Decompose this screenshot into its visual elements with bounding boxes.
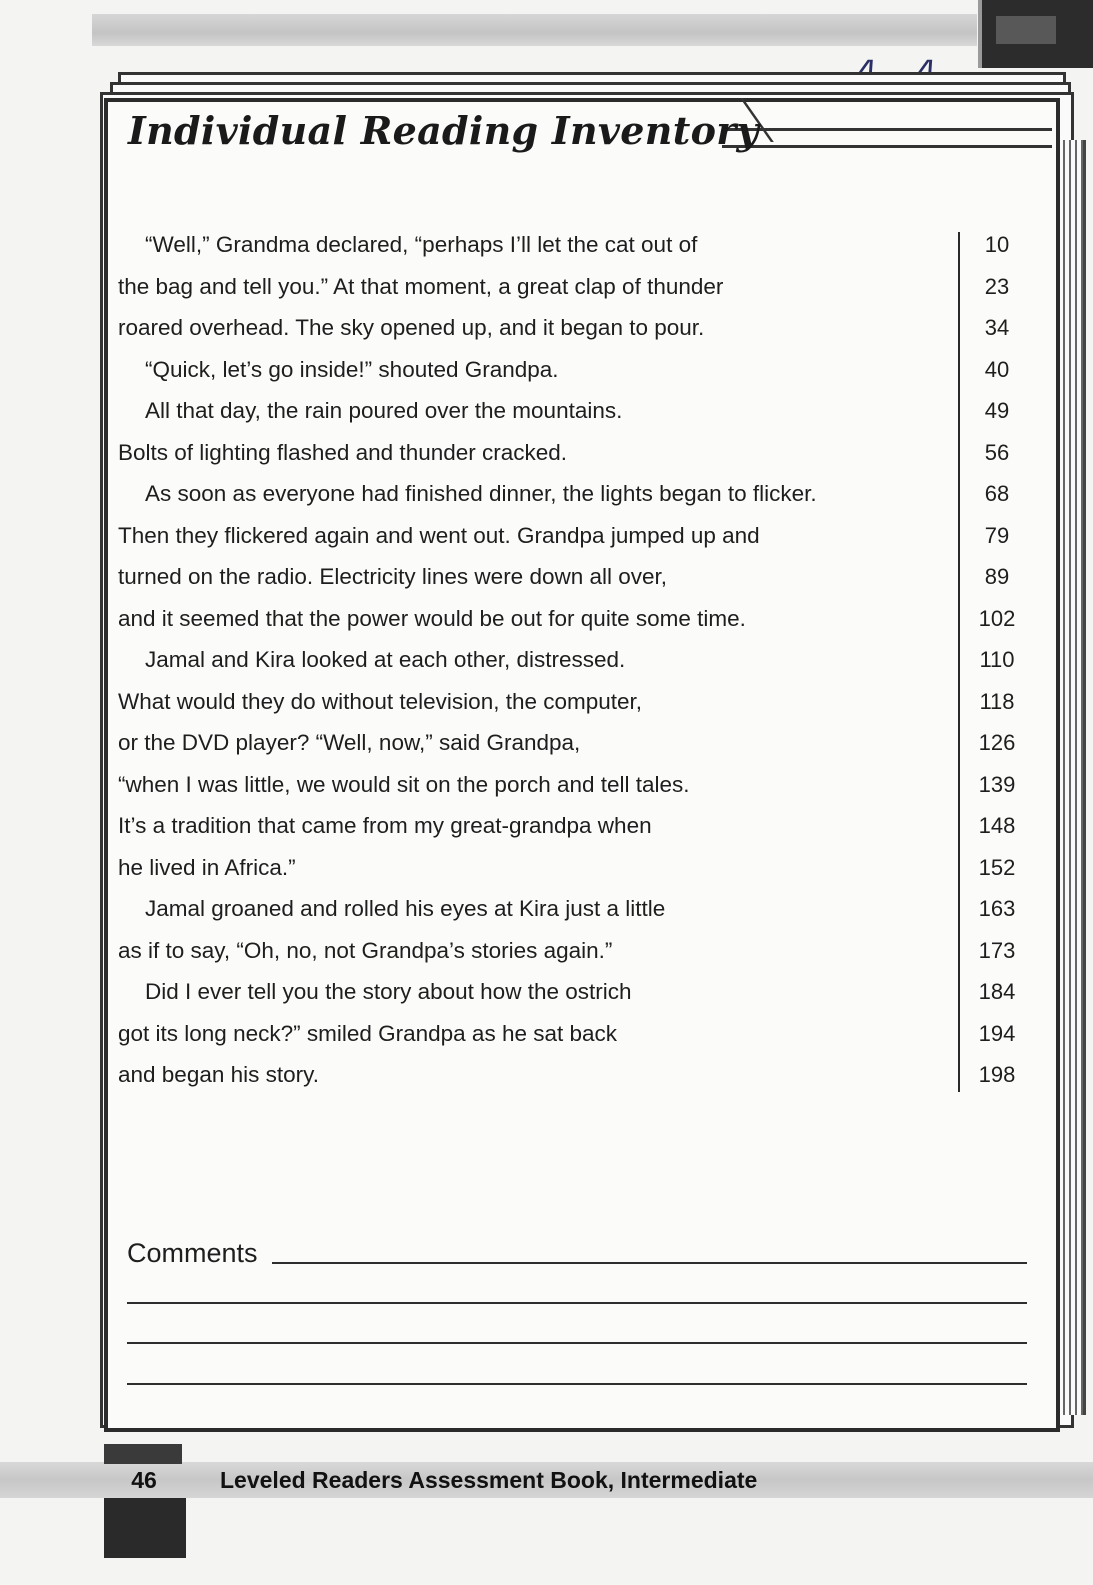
word-count: 10 bbox=[984, 232, 1010, 257]
passage-line: What would they do without television, the computer, bbox=[118, 689, 643, 714]
word-count: 126 bbox=[978, 730, 1016, 755]
passage-line: As soon as everyone had finished dinner, the lights began to flicker. bbox=[145, 481, 817, 506]
comment-line[interactable] bbox=[127, 1383, 1027, 1385]
word-count: 173 bbox=[978, 938, 1016, 963]
passage-line: All that day, the rain poured over the mountains. bbox=[145, 398, 623, 423]
word-count: 198 bbox=[978, 1062, 1016, 1087]
word-count: 79 bbox=[984, 523, 1010, 548]
passage-line: Jamal and Kira looked at each other, distressed. bbox=[145, 647, 626, 672]
word-count-rule bbox=[958, 232, 960, 1092]
word-count: 68 bbox=[984, 481, 1010, 506]
comment-line[interactable] bbox=[272, 1262, 1027, 1264]
comments-label: Comments bbox=[127, 1238, 258, 1268]
word-count: 163 bbox=[978, 896, 1016, 921]
top-scan-band bbox=[92, 14, 977, 46]
word-count: 139 bbox=[978, 772, 1016, 797]
page-title: Individual Reading Inventory bbox=[128, 108, 759, 153]
word-count: 49 bbox=[984, 398, 1010, 423]
book-title: Leveled Readers Assessment Book, Intermediate bbox=[220, 1467, 758, 1493]
passage-line: and began his story. bbox=[118, 1062, 319, 1087]
passage-line: Bolts of lighting flashed and thunder cracked. bbox=[118, 440, 568, 465]
passage-line: It’s a tradition that came from my great-grandpa when bbox=[118, 813, 652, 838]
footer-tab-bottom bbox=[104, 1498, 186, 1558]
passage-line: the bag and tell you.” At that moment, a great clap of thunder bbox=[118, 274, 724, 299]
word-count: 89 bbox=[984, 564, 1010, 589]
word-count: 102 bbox=[978, 606, 1016, 631]
passage-line: “Well,” Grandma declared, “perhaps I’ll let the cat out of bbox=[145, 232, 698, 257]
word-count: 23 bbox=[984, 274, 1010, 299]
page-stack-edge bbox=[1056, 140, 1086, 1415]
word-count: 56 bbox=[984, 440, 1010, 465]
word-count: 34 bbox=[984, 315, 1010, 340]
word-count: 184 bbox=[978, 979, 1016, 1004]
passage-line: roared overhead. The sky opened up, and it began to pour. bbox=[118, 315, 705, 340]
passage-line: Did I ever tell you the story about how the ostrich bbox=[145, 979, 632, 1004]
comment-line[interactable] bbox=[127, 1302, 1027, 1304]
passage-line: “when I was little, we would sit on the porch and tell tales. bbox=[118, 772, 690, 797]
passage-line: as if to say, “Oh, no, not Grandpa’s stories again.” bbox=[118, 938, 613, 963]
passage-line: turned on the radio. Electricity lines were down all over, bbox=[118, 564, 668, 589]
word-count: 118 bbox=[979, 689, 1015, 714]
page-number: 46 bbox=[131, 1467, 157, 1493]
comment-line[interactable] bbox=[127, 1342, 1027, 1344]
passage-line: “Quick, let’s go inside!” shouted Grandpa. bbox=[145, 357, 559, 382]
passage-line: got its long neck?” smiled Grandpa as he sat back bbox=[118, 1021, 618, 1046]
word-count: 110 bbox=[979, 647, 1015, 672]
word-count: 148 bbox=[978, 813, 1016, 838]
word-count: 194 bbox=[978, 1021, 1016, 1046]
passage-line: he lived in Africa.” bbox=[118, 855, 296, 880]
title-rule bbox=[722, 128, 1052, 148]
passage-line: Jamal groaned and rolled his eyes at Kira just a little bbox=[145, 896, 666, 921]
word-count: 40 bbox=[984, 357, 1010, 382]
passage-line: Then they flickered again and went out. Grandpa jumped up and bbox=[118, 523, 760, 548]
passage-line: or the DVD player? “Well, now,” said Grandpa, bbox=[118, 730, 581, 755]
passage-line: and it seemed that the power would be out for quite some time. bbox=[118, 606, 746, 631]
corner-tab-block bbox=[978, 0, 1093, 68]
footer-tab-top bbox=[104, 1444, 182, 1464]
word-count: 152 bbox=[978, 855, 1016, 880]
